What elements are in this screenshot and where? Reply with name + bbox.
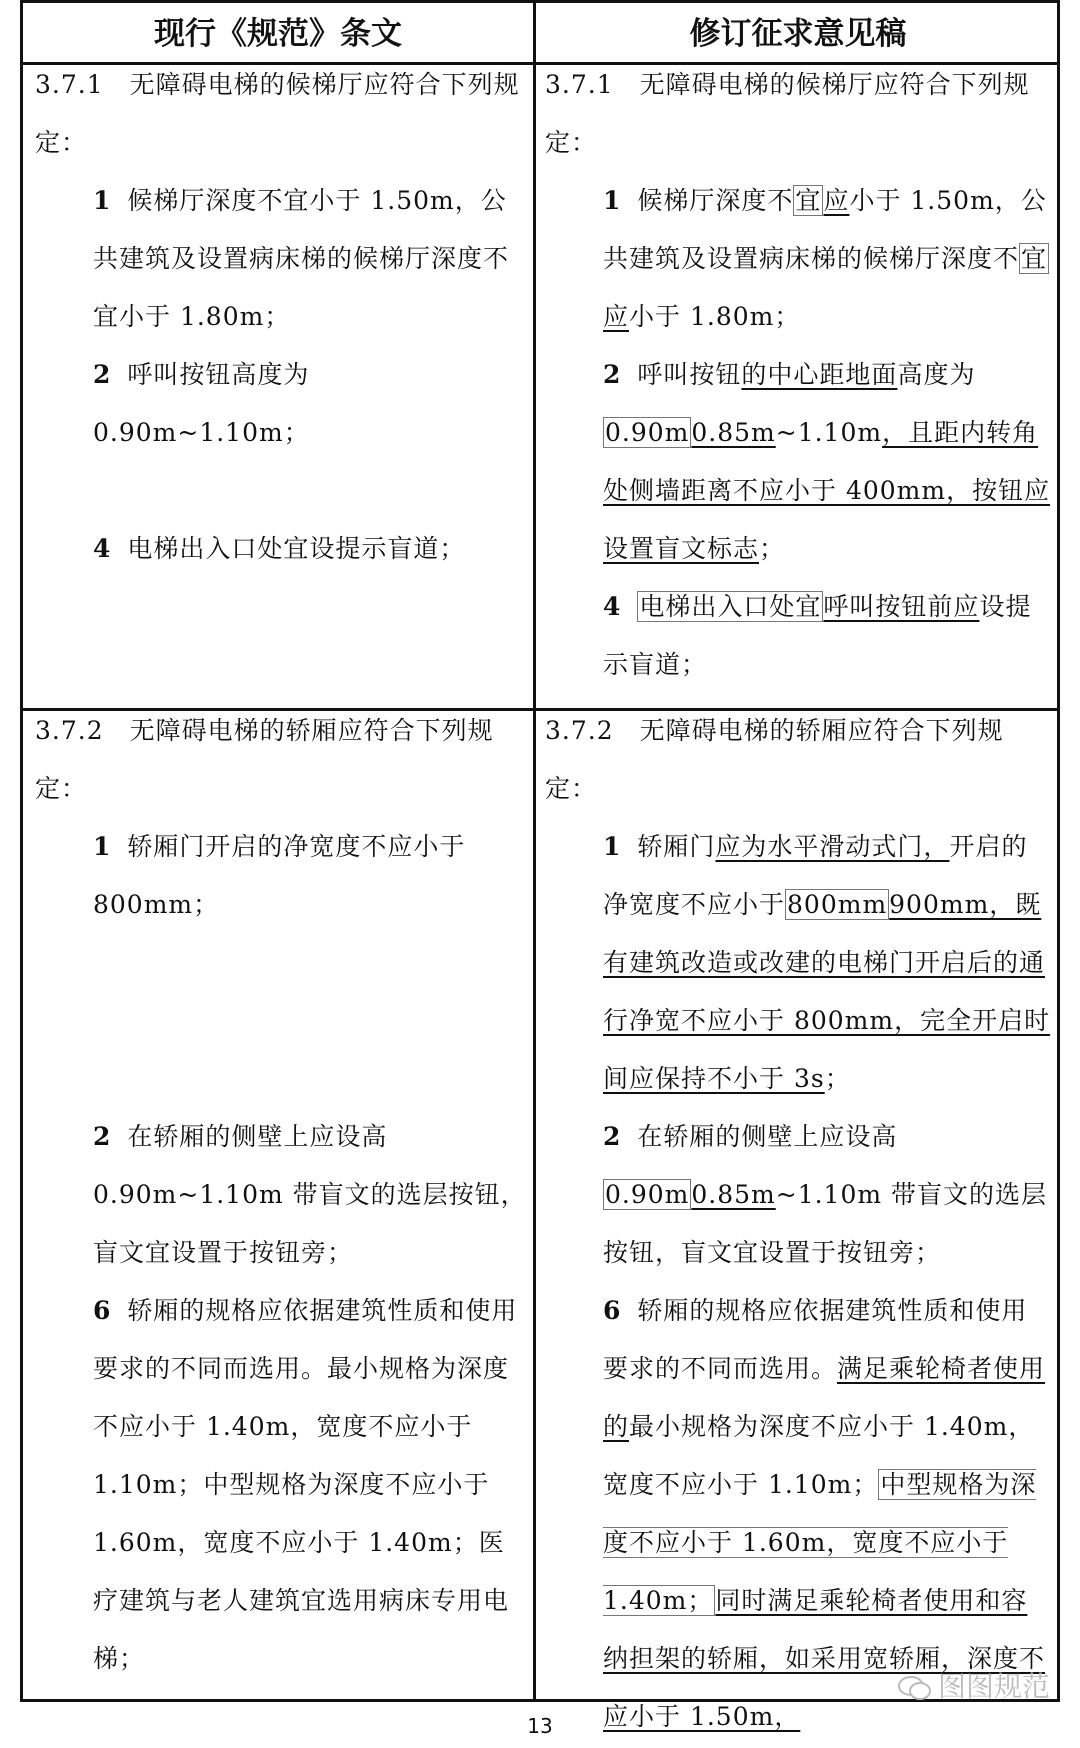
item-number: 2 bbox=[603, 1122, 622, 1151]
inserted-text: 满足乘轮椅者使用的 bbox=[603, 1354, 1046, 1441]
inserted-text: 应 bbox=[823, 186, 850, 215]
item-text: 电梯出入口处宜设提示盲道； bbox=[127, 534, 466, 563]
clause-371-item1 bbox=[35, 172, 527, 346]
cell-371-current bbox=[35, 56, 527, 578]
inserted-text: 0.85m bbox=[691, 418, 776, 447]
deleted-text: 宜 bbox=[1021, 244, 1048, 273]
text-run: 呼叫按钮 bbox=[637, 360, 742, 389]
clause-372-item1-rev bbox=[545, 818, 1053, 1108]
inserted-text: ，且距内转角处侧墙距离不应小于 400mm，按钮应设置盲文标志 bbox=[603, 418, 1051, 563]
clause-372-intro-rev: 3.7.2 无障碍电梯的轿厢应符合下列规定： bbox=[545, 716, 1004, 803]
item-text: 候梯厅深度不宜小于 1.50m，公共建筑及设置病床梯的候梯厅深度不宜小于 1.80m； bbox=[93, 186, 510, 331]
item-number: 6 bbox=[603, 1296, 622, 1325]
text-run: 开启的净宽度不应小于 bbox=[603, 832, 1028, 919]
clause-371-item2-rev bbox=[545, 346, 1053, 578]
clause-372-item2-rev bbox=[545, 1108, 1053, 1282]
watermark bbox=[898, 1665, 1050, 1705]
watermark-text: 图图规范 bbox=[937, 1670, 1050, 1703]
clause-371-intro-rev: 3.7.1 无障碍电梯的候梯厅应符合下列规定： bbox=[545, 70, 1030, 157]
clause-371-item2 bbox=[35, 346, 527, 462]
header-revision-draft: 修订征求意见稿 bbox=[689, 16, 907, 52]
item-number: 2 bbox=[93, 360, 112, 389]
item-number: 4 bbox=[603, 592, 622, 621]
inserted-text: 900mm，既有建筑改造或改建的电梯门开启后的通行净宽不应小于 800mm，完全开启时间应保持不小于 3s bbox=[603, 890, 1051, 1093]
clause-372-item2 bbox=[35, 1108, 527, 1282]
inserted-text: 的中心距地面 bbox=[741, 360, 898, 389]
item-text: 呼叫按钮高度为 0.90m~1.10m； bbox=[93, 360, 310, 447]
clause-371-item4-rev bbox=[545, 578, 1053, 694]
deleted-text: 中型规格为深度不应小于 1.60m，宽度不应小于 1.40m； bbox=[603, 1470, 1037, 1615]
deleted-text: 电梯出入口处宜 bbox=[639, 592, 822, 621]
clause-371-intro: 3.7.1 无障碍电梯的候梯厅应符合下列规定： bbox=[35, 70, 520, 157]
page-number: 13 bbox=[527, 1714, 553, 1738]
item-number: 1 bbox=[603, 832, 622, 861]
cell-371-revision bbox=[545, 56, 1053, 694]
item-number: 1 bbox=[93, 186, 112, 215]
clause-371-item4 bbox=[35, 520, 527, 578]
text-run: ~1.10m bbox=[775, 418, 883, 447]
inserted-text: 同时满足乘轮椅者使用和容纳担架的轿厢，如采用宽轿厢，深度不应小于 1.50m， bbox=[603, 1586, 1046, 1731]
inserted-text: 0.85m bbox=[691, 1180, 776, 1209]
text-run: 轿厢的规格应依据建筑性质和使用要求的不同而选用。 bbox=[603, 1296, 1028, 1383]
text-run: 小于 1.50m，公共建筑及设置病床梯的候梯厅深度不 bbox=[603, 186, 1047, 273]
item-number: 2 bbox=[93, 1122, 112, 1151]
deleted-text: 800mm bbox=[787, 890, 888, 919]
text-run: 高度为 bbox=[897, 360, 976, 389]
inserted-text: 应为水平滑动式门， bbox=[715, 832, 950, 861]
item-text: 轿厢的规格应依据建筑性质和使用要求的不同而选用。最小规格为深度不应小于 1.40m，宽度不应小于 1.10m；中型规格为深度不应小于 1.60m，宽度不应小于 1.40m；医疗建筑与老人建筑宜选用病床专用电梯； bbox=[93, 1296, 518, 1673]
item-text: 轿厢门开启的净宽度不应小于 800mm； bbox=[93, 832, 466, 919]
item-number: 4 bbox=[93, 534, 112, 563]
item-number: 2 bbox=[603, 360, 622, 389]
text-run: ； bbox=[759, 534, 786, 563]
text-run: ~1.10m 带盲文的选层按钮，盲文宜设置于按钮旁； bbox=[603, 1180, 1048, 1267]
text-run: 小于 1.80m； bbox=[629, 302, 801, 331]
item-text: 在轿厢的侧壁上应设高 0.90m~1.10m 带盲文的选层按钮，盲文宜设置于按钮旁； bbox=[93, 1122, 527, 1267]
cell-372-revision bbox=[545, 702, 1053, 1746]
item-number: 1 bbox=[93, 832, 112, 861]
wechat-icon bbox=[898, 1675, 932, 1701]
header-current-clause: 现行《规范》条文 bbox=[154, 16, 402, 52]
clause-372-intro: 3.7.2 无障碍电梯的轿厢应符合下列规定： bbox=[35, 716, 494, 803]
text-run: 最小规格为深度不应小于 1.40m，宽度不应小于 1.10m； bbox=[603, 1412, 1035, 1499]
text-run: 轿厢门 bbox=[637, 832, 716, 861]
text-run: ； bbox=[824, 1064, 851, 1093]
text-run: 候梯厅深度不 bbox=[637, 186, 794, 215]
text-run: 在轿厢的侧壁上应设高 bbox=[637, 1122, 898, 1151]
column-divider bbox=[533, 0, 536, 1699]
inserted-text: 应 bbox=[603, 302, 630, 331]
clause-371-item1-rev bbox=[545, 172, 1053, 346]
item-number: 1 bbox=[603, 186, 622, 215]
clause-372-item6 bbox=[35, 1282, 527, 1688]
text-run: 设提示盲道； bbox=[603, 592, 1032, 679]
table-top-border bbox=[23, 0, 1057, 3]
inserted-text: 呼叫按钮前应 bbox=[823, 592, 980, 621]
deleted-text: 宜 bbox=[795, 186, 822, 215]
deleted-text: 0.90m bbox=[605, 418, 690, 447]
cell-372-current bbox=[35, 702, 527, 1688]
item-number: 6 bbox=[93, 1296, 112, 1325]
deleted-text: 0.90m bbox=[605, 1180, 690, 1209]
clause-372-item1 bbox=[35, 818, 527, 934]
